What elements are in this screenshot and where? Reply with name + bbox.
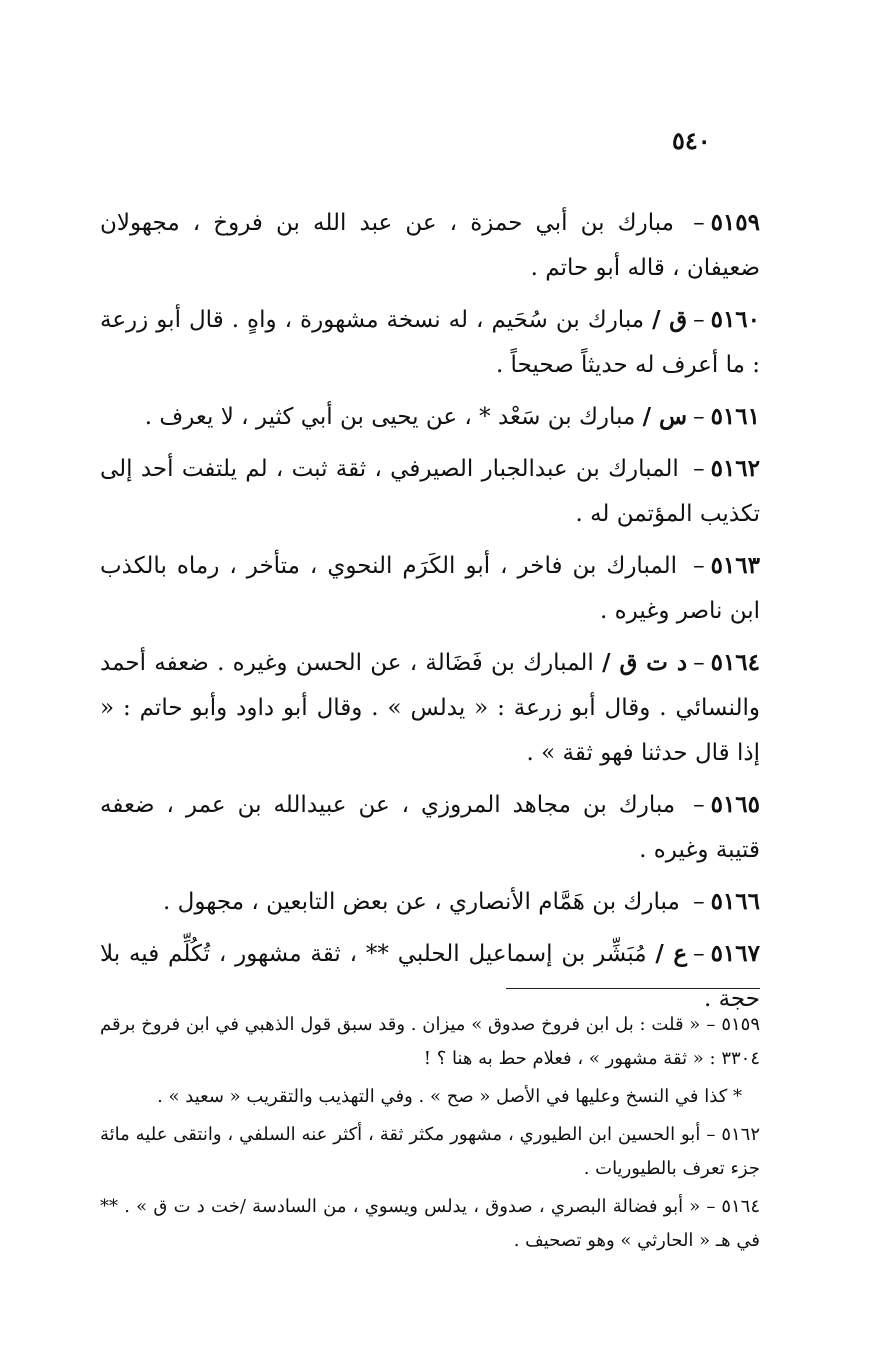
entry-text: مبارك بن سُحَيم ، له نسخة مشهورة ، واهٍ . قال أبو زرعة : ما أعرف له حديثاً صحيحاً .	[100, 307, 760, 378]
entry-text: مبارك بن مجاهد المروزي ، عن عبيدالله بن عمر ، ضعفه قتيبة وغيره .	[100, 792, 760, 863]
footnote-text: أبو الحسين ابن الطيوري ، مشهور مكثر ثقة ، أكثر عنه السلفي ، وانتقى عليه مائة جزء تعرف بالطيوريات .	[100, 1124, 760, 1179]
footnote-text: « قلت : بل ابن فروخ صدوق » ميزان . وقد سبق قول الذهبي في ابن فروخ برقم ٣٣٠٤ : « ثقة مشهور » ، فعلام حط به هنا ؟ !	[100, 1014, 760, 1069]
entry-text: مبارك بن أبي حمزة ، عن عبد الله بن فروخ ، مجهولان ضعيفان ، قاله أبو حاتم .	[100, 210, 760, 281]
footnote: ٥١٦٢–أبو الحسين ابن الطيوري ، مشهور مكثر ثقة ، أكثر عنه السلفي ، وانتقى عليه مائة جزء تعرف بالطيوريات .	[100, 1124, 760, 1179]
entry-number: ٥١٦٧	[710, 940, 760, 967]
entry: ٥١٥٩– مبارك بن أبي حمزة ، عن عبد الله بن فروخ ، مجهولان ضعيفان ، قاله أبو حاتم .	[100, 209, 760, 281]
entries-list	[100, 200, 760, 1028]
entry: ٥١٦٤–د ت ق / المبارك بن فَضَالة ، عن الحسن وغيره . ضعفه أحمد والنسائي . وقال أبو زرعة : « يدلس » . وقال أبو داود وأبو حاتم : « إذا قال حدثنا فهو ثقة » .	[100, 649, 761, 766]
entry: ٥١٦١–س / مبارك بن سَعْد * ، عن يحيى بن أبي كثير ، لا يعرف .	[144, 403, 760, 430]
entry-text: مُبَشِّر بن إسماعيل الحلبي ** ، ثقة مشهور ، تُكُلِّم فيه بلا حجة .	[100, 941, 760, 1012]
footnote-text: « أبو فضالة البصري ، صدوق ، يدلس ويسوي ، من السادسة /خت د ت ق » . ** في هـ « الحارثي » وهو تصحيف .	[100, 1196, 760, 1251]
entry-text: المبارك بن عبدالجبار الصيرفي ، ثقة ثبت ، لم يلتفت أحد إلى تكذيب المؤتمن له .	[100, 456, 760, 527]
entry-code: س /	[642, 403, 688, 430]
entry-number: ٥١٦٢	[710, 455, 761, 482]
footnote-separator	[506, 988, 760, 989]
footnote-number: ٥١٦٢	[721, 1124, 760, 1145]
entry-text: المبارك بن فَضَالة ، عن الحسن وغيره . ضعفه أحمد والنسائي . وقال أبو زرعة : « يدلس » . وقال أبو داود وأبو حاتم : « إذا قال حدثنا فهو ثقة » .	[100, 650, 760, 766]
entry-number: ٥١٦١	[710, 403, 760, 430]
entry-text: المبارك بن فاخر ، أبو الكَرَم النحوي ، متأخر ، رماه بالكذب ابن ناصر وغيره .	[100, 553, 760, 624]
entry: ٥١٦٢– المبارك بن عبدالجبار الصيرفي ، ثقة ثبت ، لم يلتفت أحد إلى تكذيب المؤتمن له .	[100, 455, 761, 527]
entry-number: ٥١٦٤	[710, 649, 761, 676]
entry: ٥١٦٥– مبارك بن مجاهد المروزي ، عن عبيدالله بن عمر ، ضعفه قتيبة وغيره .	[100, 791, 761, 863]
footnote-text: * كذا في النسخ وعليها في الأصل « صح » . وفي التهذيب والتقريب « سعيد » .	[157, 1086, 742, 1107]
footnote-number: ٥١٦٤	[721, 1196, 760, 1217]
footnote: ٥١٦٤–« أبو فضالة البصري ، صدوق ، يدلس ويسوي ، من السادسة /خت د ت ق » . ** في هـ « الحارثي » وهو تصحيف .	[100, 1196, 760, 1251]
entry-number: ٥١٦٥	[710, 791, 761, 818]
entry-text: مبارك بن هَمَّام الأنصاري ، عن بعض التابعين ، مجهول .	[163, 889, 680, 915]
entry-text: مبارك بن سَعْد * ، عن يحيى بن أبي كثير ، لا يعرف .	[144, 404, 636, 430]
entry-number: ٥١٥٩	[710, 209, 760, 236]
entry: ٥١٦٦– مبارك بن هَمَّام الأنصاري ، عن بعض التابعين ، مجهول .	[163, 888, 760, 915]
entry: ٥١٦٠–ق / مبارك بن سُحَيم ، له نسخة مشهورة ، واهٍ . قال أبو زرعة : ما أعرف له حديثاً صحيحاً .	[100, 306, 761, 378]
entry-code: ع /	[655, 940, 688, 967]
entry: ٥١٦٣– المبارك بن فاخر ، أبو الكَرَم النحوي ، متأخر ، رماه بالكذب ابن ناصر وغيره .	[100, 552, 760, 624]
footnotes	[100, 1008, 760, 1262]
entry-code: د ت ق /	[602, 649, 688, 676]
entry-code: ق /	[652, 306, 688, 333]
entry-number: ٥١٦٠	[710, 306, 761, 333]
page-number: ٥٤٠	[672, 126, 711, 155]
entry-number: ٥١٦٣	[710, 552, 760, 579]
entry: ٥١٦٧–ع / مُبَشِّر بن إسماعيل الحلبي ** ، ثقة مشهور ، تُكُلِّم فيه بلا حجة .	[100, 940, 760, 1012]
footnote: ٥١٥٩–« قلت : بل ابن فروخ صدوق » ميزان . وقد سبق قول الذهبي في ابن فروخ برقم ٣٣٠٤ : « ثقة مشهور » ، فعلام حط به هنا ؟ !	[100, 1014, 760, 1069]
footnote-number: ٥١٥٩	[721, 1014, 760, 1035]
entry-number: ٥١٦٦	[710, 888, 760, 915]
footnote	[100, 1080, 760, 1114]
